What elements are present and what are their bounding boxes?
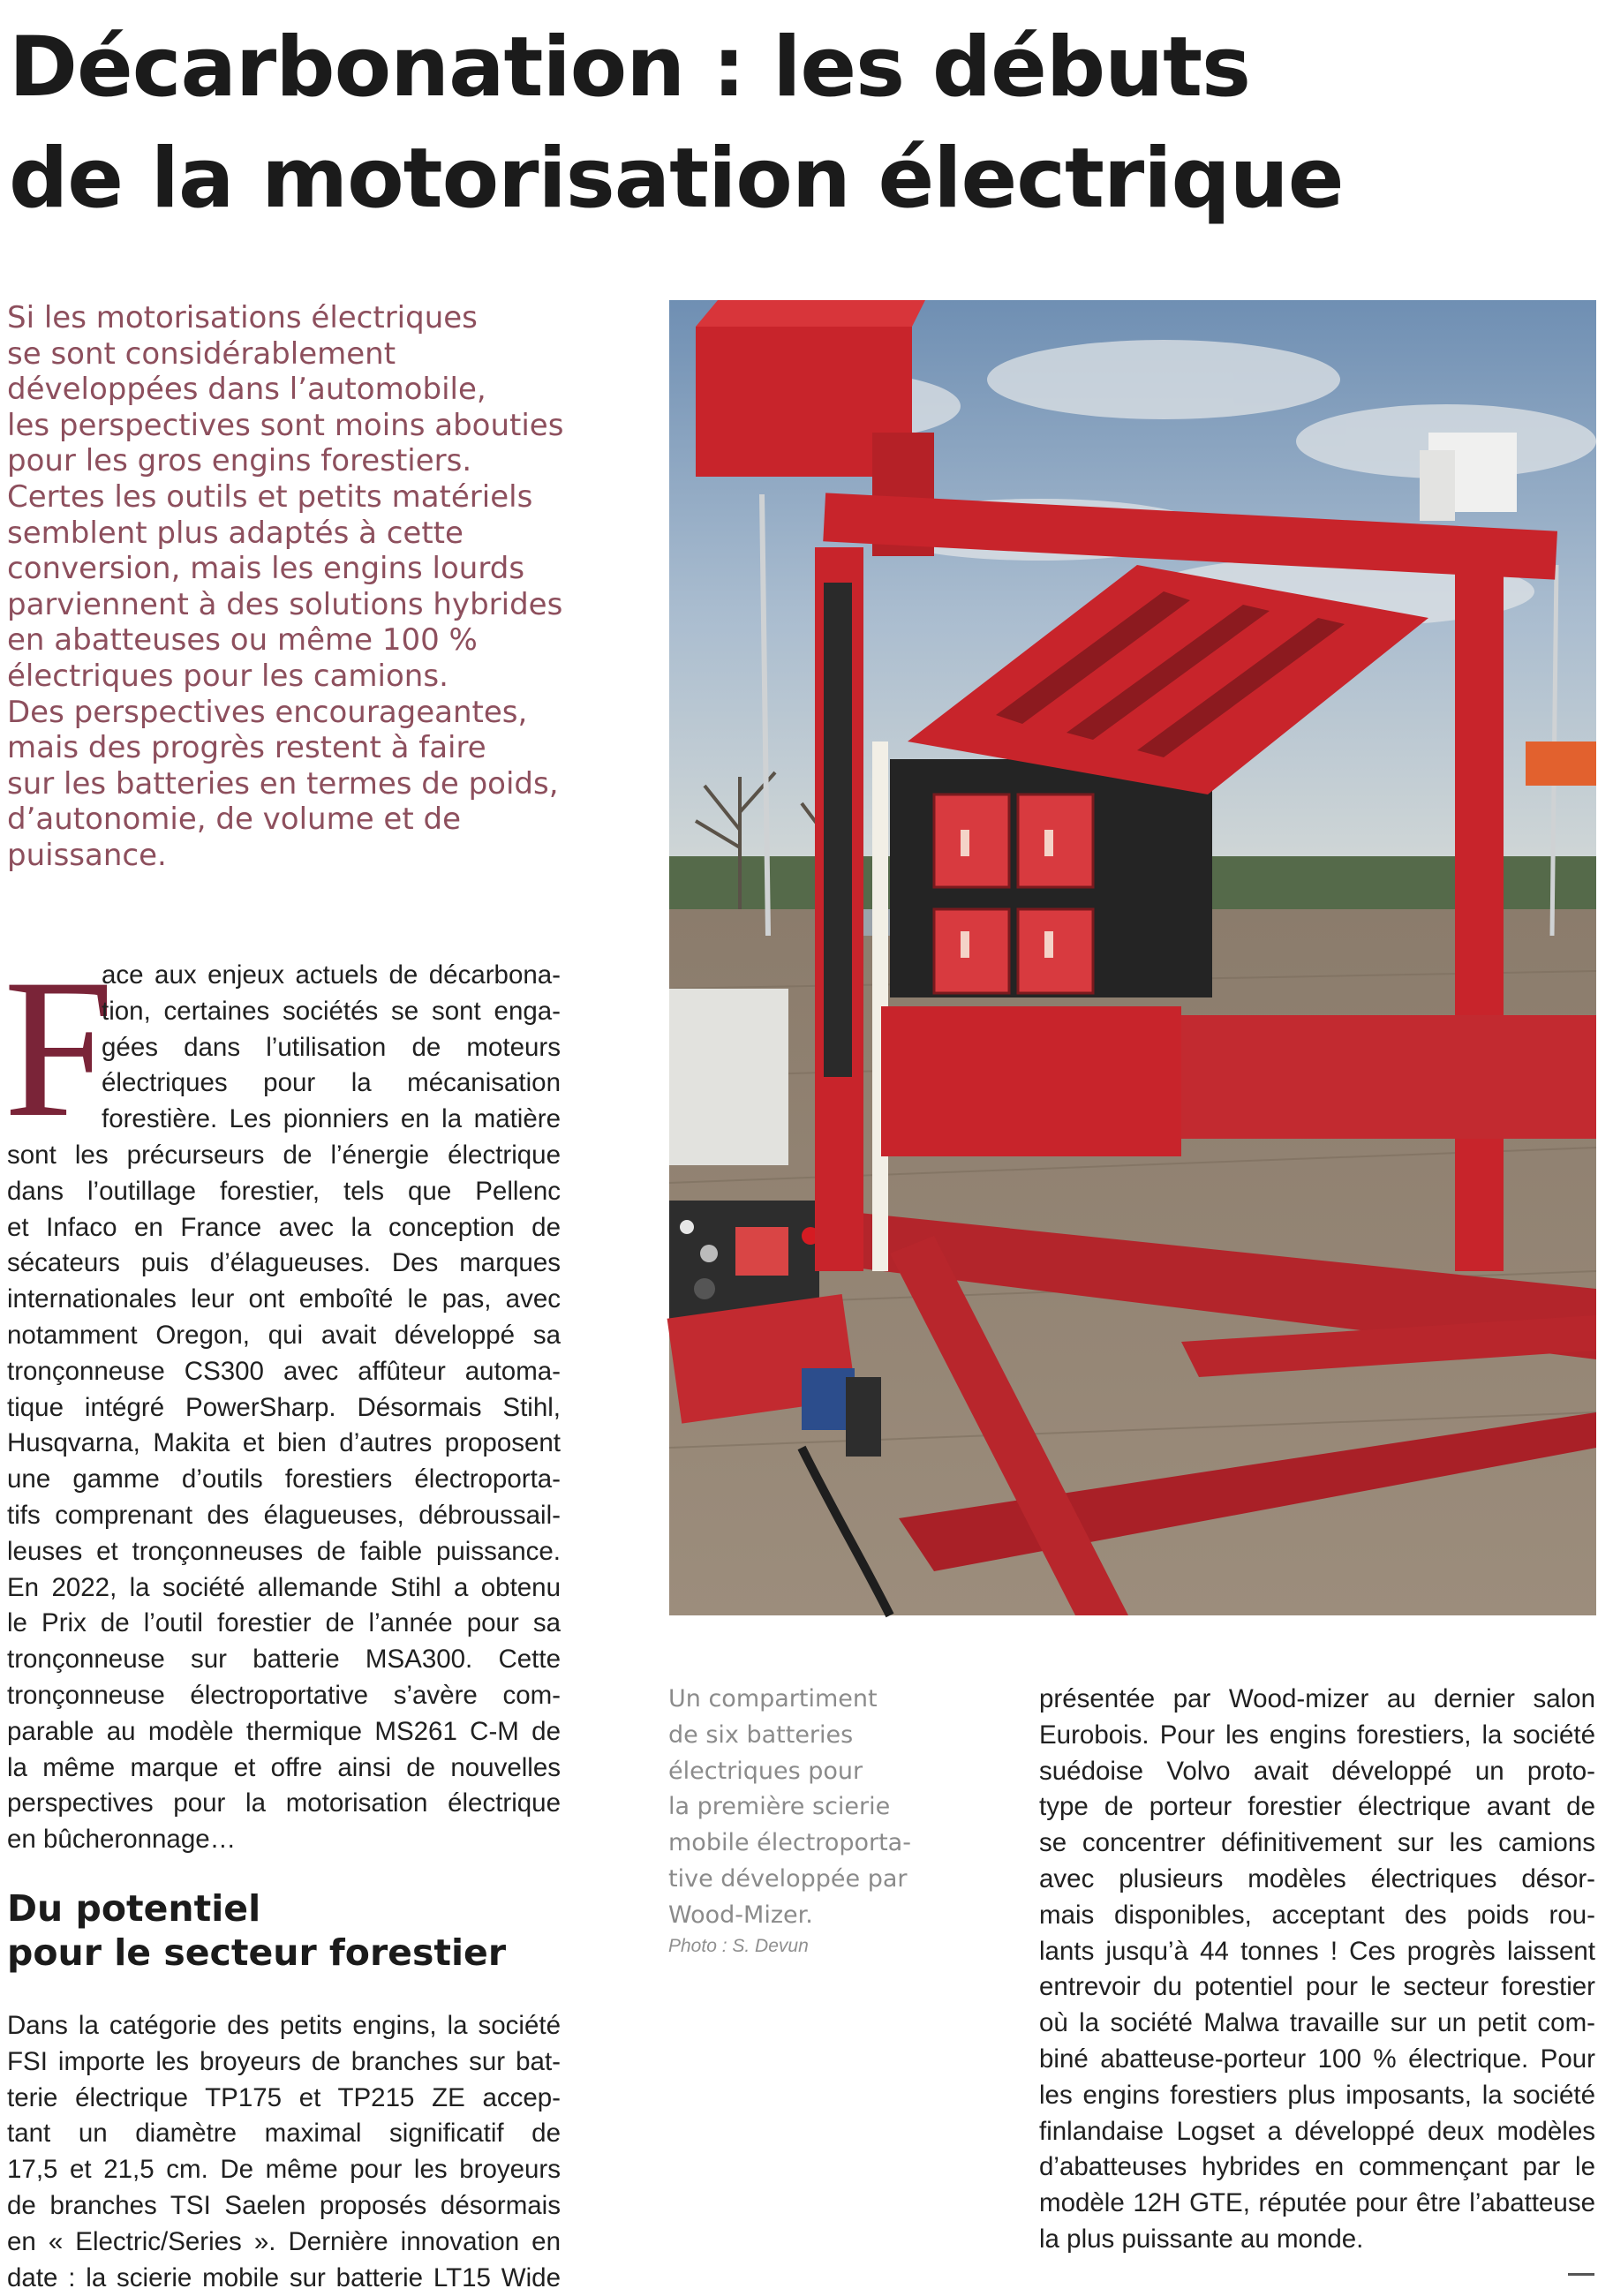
subheading-line: Du potentiel <box>7 1887 261 1930</box>
body-line: sont les précurseurs de l’énergie électrique <box>7 1140 561 1170</box>
body-line: parable au modèle thermique MS261 C-M de <box>7 1716 561 1746</box>
body-line: une gamme d’outils forestiers électroporta- <box>7 1464 561 1494</box>
body-line: la plus puissante au monde. <box>1039 2224 1364 2254</box>
body-line: le Prix de l’outil forestier de l’année pour sa <box>7 1608 561 1638</box>
body-line: forestière. Les pionniers en la matière <box>102 1104 561 1134</box>
title-line: de la motorisation électrique <box>9 131 1344 227</box>
caption-line: Un compartiment <box>668 1685 878 1713</box>
body-column-right <box>1039 1682 1595 2258</box>
body-line: se concentrer définitivement sur les camions <box>1039 1828 1595 1858</box>
sawmill-photo <box>669 300 1596 1615</box>
lead-line: Certes les outils et petits matériels <box>7 478 533 515</box>
body-line: tifs comprenant des élagueuses, débroussail- <box>7 1500 561 1530</box>
body-line: en bûcheronnage… <box>7 1825 237 1855</box>
lead-line: Des perspectives encourageantes, <box>7 694 528 730</box>
body-line: notamment Oregon, qui avait développé sa <box>7 1320 561 1350</box>
body-line: gées dans l’utilisation de moteurs <box>102 1032 561 1062</box>
body-line: présentée par Wood-mizer au dernier salon <box>1039 1684 1595 1713</box>
body-line: lants jusqu’à 44 tonnes ! Ces progrès laissent <box>1039 1936 1595 1966</box>
lead-line: conversion, mais les engins lourds <box>7 551 525 587</box>
lead-paragraph <box>7 300 643 874</box>
body-line: En 2022, la société allemande Stihl a obtenu <box>7 1572 561 1602</box>
body-line: dans l’outillage forestier, tels que Pellenc <box>7 1176 561 1206</box>
caption-line: de six batteries <box>668 1720 854 1749</box>
body-line: Dans la catégorie des petits engins, la société <box>7 2011 561 2040</box>
body-line: Husqvarna, Makita et bien d’autres proposent <box>7 1428 561 1458</box>
section-subheading <box>7 1886 506 1975</box>
photo-caption <box>668 1682 960 1934</box>
body-line: mais disponibles, acceptant des poids rou- <box>1039 1900 1595 1930</box>
body-line: internationales leur ont emboîté le pas, avec <box>7 1284 561 1314</box>
body-line: les engins forestiers plus imposants, la société <box>1039 2080 1595 2110</box>
body-column-left <box>7 958 561 1858</box>
body-line: tant un diamètre maximal significatif de <box>7 2119 561 2149</box>
body-line: ace aux enjeux actuels de décarbona- <box>102 960 561 990</box>
lead-line: puissance. <box>7 837 167 873</box>
body-line: suédoise Volvo avait développé un proto- <box>1039 1756 1595 1786</box>
body-line: électriques pour la mécanisation <box>102 1068 561 1098</box>
body-line: et Infaco en France avec la conception de <box>7 1212 561 1242</box>
drop-cap: F <box>4 937 115 1158</box>
saw-head <box>881 1006 1181 1156</box>
lead-line: Si les motorisations électriques <box>7 300 478 335</box>
end-mark <box>1568 2273 1594 2276</box>
photo-credit: Photo : S. Devun <box>668 1936 809 1956</box>
subheading-line: pour le secteur forestier <box>7 1931 507 1974</box>
lead-line: développées dans l’automobile, <box>7 372 486 408</box>
caption-line: mobile électroporta- <box>668 1829 911 1857</box>
caption-line: électriques pour <box>668 1757 863 1785</box>
body-line: tronçonneuse CS300 avec affûteur automa- <box>7 1356 561 1386</box>
body-line: avec plusieurs modèles électriques désor- <box>1039 1863 1595 1893</box>
body-line: terie électrique TP175 et TP215 ZE accep- <box>7 2082 561 2112</box>
body-line: sécateurs puis d’élagueuses. Des marques <box>7 1248 561 1278</box>
lead-line: en abatteuses ou même 100 % <box>7 622 478 659</box>
body-line: la même marque et offre ainsi de nouvelles <box>7 1752 561 1782</box>
body-line: type de porteur forestier électrique avant de <box>1039 1792 1595 1822</box>
article-title <box>9 12 1510 235</box>
body-line: en « Electric/Series ». Dernière innovation en <box>7 2226 561 2256</box>
lead-line: mais des progrès restent à faire <box>7 730 486 766</box>
lead-line: se sont considérablement <box>7 335 396 372</box>
body-line: Eurobois. Pour les engins forestiers, la société <box>1039 1720 1595 1750</box>
orange-tent <box>1526 741 1596 786</box>
lead-line: pour les gros engins forestiers. <box>7 443 472 479</box>
body-line: d’abatteuses hybrides en commençant par le <box>1039 2152 1595 2182</box>
grey-box <box>669 989 788 1165</box>
body-line: de branches TSI Saelen proposés désormais <box>7 2190 561 2220</box>
body-column-left-bottom <box>7 2008 561 2296</box>
body-line: FSI importe les broyeurs de branches sur bat- <box>7 2046 561 2076</box>
threaded-rod <box>824 583 852 1077</box>
lead-line: semblent plus adaptés à cette <box>7 515 464 551</box>
caption-line: la première scierie <box>668 1793 891 1821</box>
lead-line: les perspectives sont moins abouties <box>7 407 564 443</box>
body-line: tion, certaines sociétés se sont enga- <box>102 996 561 1026</box>
body-line: entrevoir du potentiel pour le secteur forestier <box>1039 1972 1595 2002</box>
body-line: 17,5 et 21,5 cm. De même pour les broyeurs <box>7 2155 561 2185</box>
body-line: tique intégré PowerSharp. Désormais Stihl, <box>7 1392 561 1422</box>
body-line: tronçonneuse électroportative s’avère com- <box>7 1680 561 1710</box>
lead-line: parviennent à des solutions hybrides <box>7 586 563 622</box>
body-line: où la société Malwa travaille sur un petit com- <box>1039 2008 1595 2038</box>
right-column <box>1455 565 1504 1271</box>
body-line: perspectives pour la motorisation électrique <box>7 1788 561 1818</box>
body-line: biné abatteuse-porteur 100 % électrique. Pour <box>1039 2044 1595 2074</box>
body-line: modèle 12H GTE, réputée pour être l’abatteuse <box>1039 2188 1595 2218</box>
body-line: tronçonneuse sur batterie MSA300. Cette <box>7 1645 561 1675</box>
caption-line: tive développée par <box>668 1864 908 1893</box>
body-line: finlandaise Logset a développé deux modèles <box>1039 2116 1595 2146</box>
lead-line: électriques pour les camions. <box>7 658 448 694</box>
body-line: leuses et tronçonneuses de faible puissance. <box>7 1536 561 1566</box>
caption-line: Wood-Mizer. <box>668 1901 813 1929</box>
title-line: Décarbonation : les débuts <box>9 19 1250 116</box>
body-line: date : la scierie mobile sur batterie LT15 Wide <box>7 2262 561 2292</box>
lead-line: d’autonomie, de volume et de <box>7 802 461 838</box>
lead-line: sur les batteries en termes de poids, <box>7 765 559 802</box>
